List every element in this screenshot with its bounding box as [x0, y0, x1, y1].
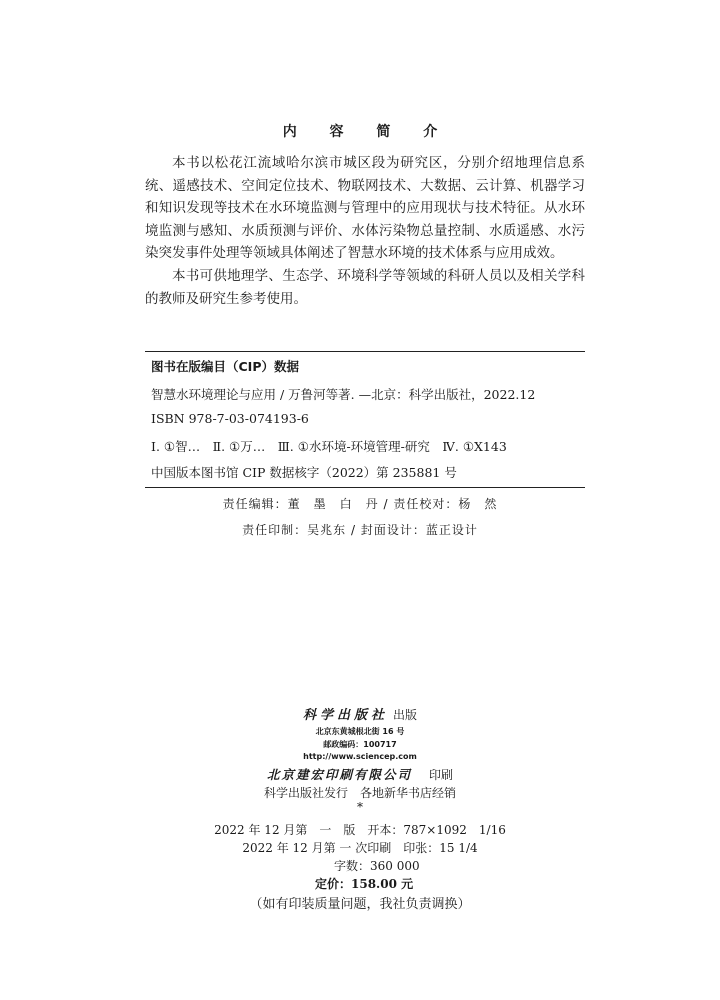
- staff-line-1: 责任编辑：董 墨 白 丹 / 责任校对：杨 然: [222, 497, 498, 511]
- summary-paragraph-2: [145, 265, 585, 310]
- cip-line-3: Ⅰ. ①智… Ⅱ. ①万… Ⅲ. ①水环境-环境管理-研究 Ⅳ. ①X143: [151, 439, 507, 454]
- publisher-logo: 科学出版社: [302, 708, 388, 723]
- summary-heading: 内 容 简 介: [282, 124, 452, 140]
- cip-top-rule: [145, 351, 585, 352]
- printer-line: [0, 764, 720, 783]
- separator-star: *: [357, 800, 363, 814]
- cip-line-4: 中国版本图书馆 CIP 数据核字（2022）第 235881 号: [151, 465, 457, 480]
- edition-line-1: 2022 年 12 月第 一 版 开本：787×1092 1/16: [214, 823, 506, 837]
- edition-line-2: 2022 年 12 月第 一 次印刷 印张：15 1/4: [242, 841, 478, 855]
- printer-name: 北京建宏印刷有限公司: [266, 767, 412, 782]
- cip-bottom-rule: [145, 487, 585, 488]
- staff-line-2: 责任印制：吴兆东 / 封面设计：蓝正设计: [242, 523, 478, 537]
- price: 定价：158.00 元: [315, 877, 414, 891]
- cip-line-1: 智慧水环境理论与应用 / 万鲁河等著. —北京：科学出版社，2022.12: [151, 387, 536, 402]
- publisher-url: http://www.sciencep.com: [303, 752, 417, 761]
- cip-line-2: ISBN 978-7-03-074193-6: [151, 411, 309, 426]
- cip-title: 图书在版编目（CIP）数据: [151, 359, 299, 374]
- word-count: 字数：360 000: [334, 859, 420, 873]
- publisher-action: 出版: [393, 708, 418, 722]
- distribution: 科学出版社发行 各地新华书店经销: [263, 786, 456, 800]
- printer-action: 印刷: [429, 768, 454, 782]
- summary-paragraph-2-text: 本书可供地理学、生态学、环境科学等领域的科研人员以及相关学科的教师及研究生参考使用。: [145, 268, 585, 307]
- summary-paragraph-1-text: 本书以松花江流域哈尔滨市城区段为研究区，分别介绍地理信息系统、遥感技术、空间定位技术、物联网技术、大数据、云计算、机器学习和知识发现等技术在水环境监测与管理中的应用现状与技术特征。从水环境监测与感知、水质预测与评价、水体污染物总量控制、水质遥感、水污染突发事件处理等领域具体阐述了智慧水环境的技术体系与应用成效。: [145, 155, 585, 261]
- publisher-address: 北京东黄城根北街 16 号: [315, 727, 405, 736]
- publisher-postcode: 邮政编码：100717: [323, 740, 397, 749]
- summary-paragraph-1: [145, 152, 585, 265]
- publisher-line: [0, 704, 720, 723]
- quality-notice: （如有印装质量问题，我社负责调换）: [249, 897, 471, 912]
